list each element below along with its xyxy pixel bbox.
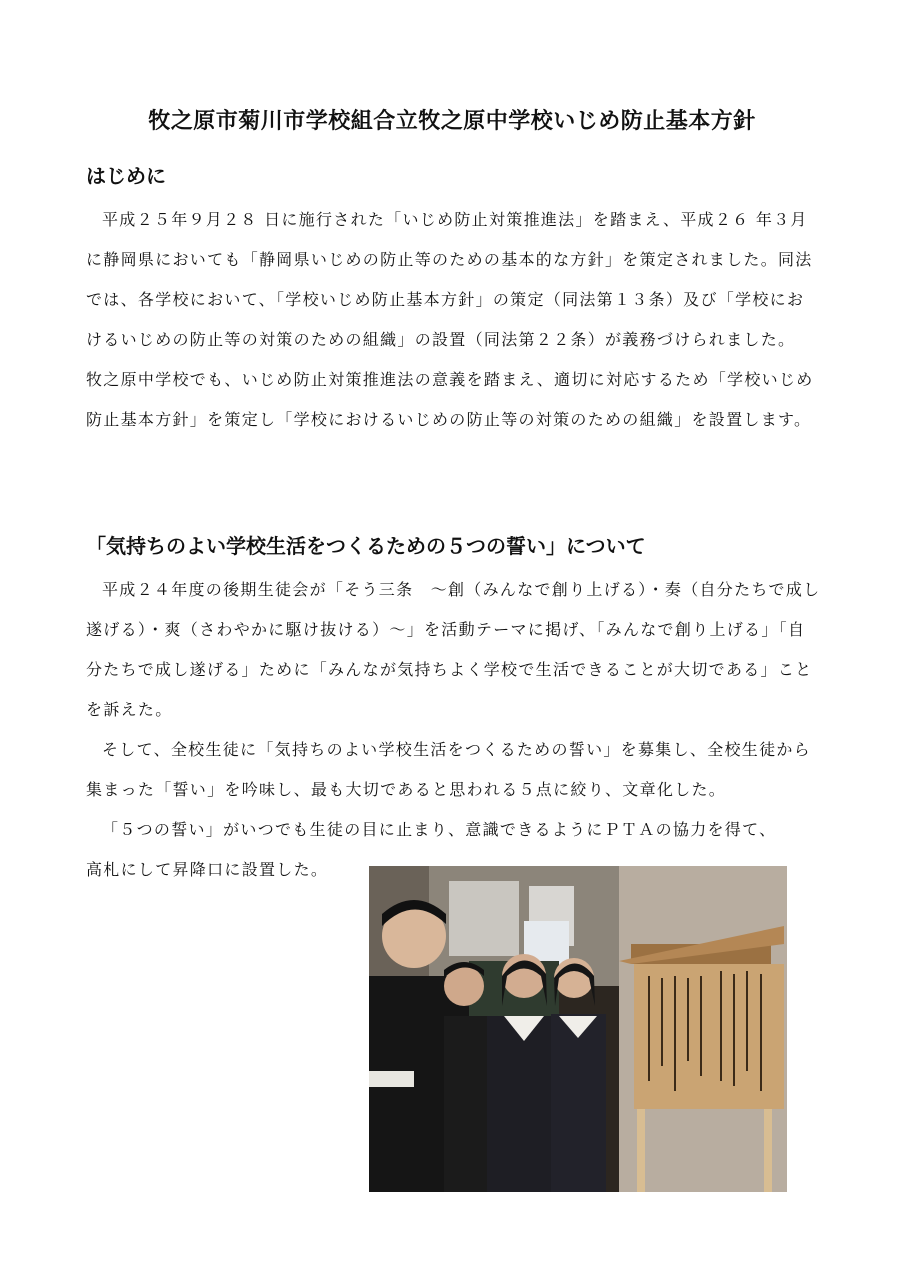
- intro-paragraph: 平成２５年９月２８ 日に施行された「いじめ防止対策推進法」を踏まえ、平成２６ 年３月に静岡県においても「静岡県いじめの防止等のための基本的な方針」を策定されました。同法では、各学校において、「学校いじめ防止基本方針」の策定（同法第１３条）及び「学校におけるいじめの防止等の対策のための組織」の設置（同法第２２条）が義務づけられました。 牧之原中学校でも、いじめ防止対策推進法の意義を踏まえ、適切に対応するため「学校いじめ防止基本方針」を策定し「学校におけるいじめの防止等の対策のための組織」を設置します。: [86, 210, 814, 429]
- five-vows-body: [86, 570, 821, 890]
- five-vows-paragraph-3: 「５つの誓い」がいつでも生徒の目に止まり、意識できるようにＰＴＡの協力を得て、: [102, 820, 777, 839]
- five-vows-paragraph-1: 平成２４年度の後期生徒会が「そう三条 ～創（みんなで創り上げる）・奏（自分たちで成し遂げる）・爽（さわやかに駆け抜ける）～」を活動テーマに掲げ、「みんなで創り上げる」「自分たちで成し遂げる」ために「みんなが気持ちよく学校で生活できることが大切である」ことを訴えた。: [86, 580, 821, 719]
- section-heading-intro: はじめに: [86, 164, 166, 188]
- page-title: 牧之原市菊川市学校組合立牧之原中学校いじめ防止基本方針: [148, 109, 756, 134]
- students-with-signboard-photo: [369, 866, 787, 1192]
- intro-body: [86, 200, 821, 440]
- section-heading-five-vows: 「気持ちのよい学校生活をつくるための５つの誓い」について: [86, 534, 646, 558]
- five-vows-paragraph-4: 高札にして昇降口に設置した。: [86, 860, 329, 879]
- five-vows-paragraph-2: そして、全校生徒に「気持ちのよい学校生活をつくるための誓い」を募集し、全校生徒から集まった「誓い」を吟味し、最も大切であると思われる５点に絞り、文章化した。: [86, 740, 811, 799]
- photo-illustration: [369, 866, 787, 1192]
